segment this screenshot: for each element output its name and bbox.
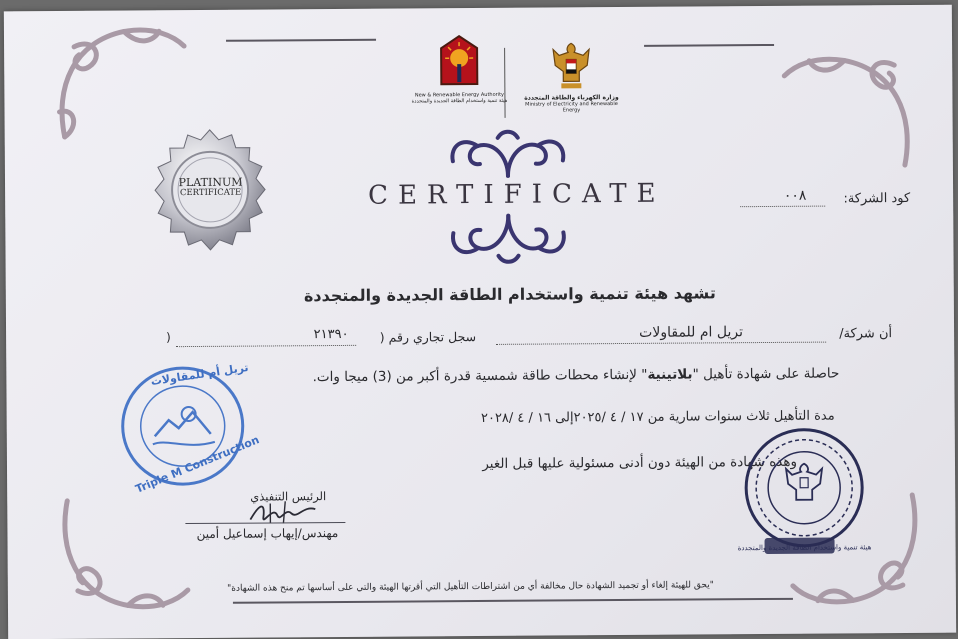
signatory-title: الرئيس التنفيذي [250, 489, 327, 504]
company-name: تريل ام للمقاولات [639, 324, 744, 341]
cert-grade: بلاتينية [647, 366, 693, 383]
platinum-badge [143, 127, 279, 253]
reg-dotline [176, 345, 356, 347]
cert-prefix: حاصلة على شهادة تأهيل " [692, 365, 840, 383]
badge-line-2: CERTIFICATE [179, 187, 242, 199]
liability-statement: وهذه شهادة من الهيئة دون أدنى مسئولية عليها قبل الغير [482, 453, 798, 472]
corner-ornament-top-right [774, 25, 925, 176]
footer-disclaimer: "يحق للهيئة إلغاء أو تجميد الشهادة حال مخالفة أي من اشتراطات التأهيل التي أقرتها الهيئة والتي على أساسها تم منح هذه الشهادة" [227, 580, 714, 594]
nrea-caption-ar: هيئة تنمية واستخدام الطاقة الجديدة والمتجددة [411, 97, 508, 105]
official-seal [734, 425, 875, 571]
bottom-rule [233, 598, 793, 604]
egypt-eagle-icon [549, 39, 593, 91]
company-code-label: كود الشركة: [843, 190, 911, 207]
certificate-headline: تشهد هيئة تنمية واستخدام الطاقة الجديدة والمتجددة [303, 283, 716, 306]
corner-ornament-bottom-left [47, 480, 198, 631]
stamp-arabic-text: تريل أم للمقاولات [149, 360, 250, 389]
ministry-logo [516, 39, 627, 114]
ministry-caption-ar: وزارة الكهرباء والطاقة المتجددة [524, 94, 619, 102]
ministry-caption-en: Ministry of Electricity and Renewable Energy [525, 101, 618, 114]
company-name-dotline [496, 342, 826, 345]
closing-paren: ) [166, 330, 171, 345]
nrea-logo [404, 34, 514, 105]
seal-caption: هيئة تنمية واستخدام الطاقة الجديدة والمتجددة [737, 543, 872, 553]
company-label: أن شركة/ [839, 326, 893, 342]
cert-suffix: " لإنشاء محطات طاقة شمسية قدرة أكبر من (3) ميجا وات. [312, 366, 648, 386]
company-code-dotline [740, 206, 825, 208]
nrea-caption-en: New & Renewable Energy Authority [414, 91, 505, 99]
flourish-bottom-icon [438, 207, 578, 268]
top-rule-right [644, 44, 774, 47]
company-code-value: ٠٠٨ [783, 187, 807, 204]
top-rule-left [226, 39, 376, 42]
flourish-top-icon [438, 125, 578, 186]
validity-duration: مدة التأهيل ثلاث سنوات سارية من ١٧ / ٤ /٢٠٢٥إلى ١٦ / ٤ /٢٠٢٨ [480, 408, 835, 426]
signatory-name: مهندس/إيهاب إسماعيل أمين [196, 525, 339, 541]
badge-line-1: PLATINUM [178, 175, 243, 190]
commercial-reg-value: ٢١٣٩٠ [313, 326, 349, 343]
commercial-reg-label: سجل تجاري رقم ( [379, 329, 477, 345]
certification-statement [249, 365, 839, 385]
stamp-english-text: Triple M Construction [133, 433, 262, 496]
company-stamp [116, 360, 262, 496]
nrea-emblem-icon [437, 34, 481, 88]
certificate-paper [4, 5, 956, 639]
certificate-title: CERTIFICATE [368, 178, 666, 211]
